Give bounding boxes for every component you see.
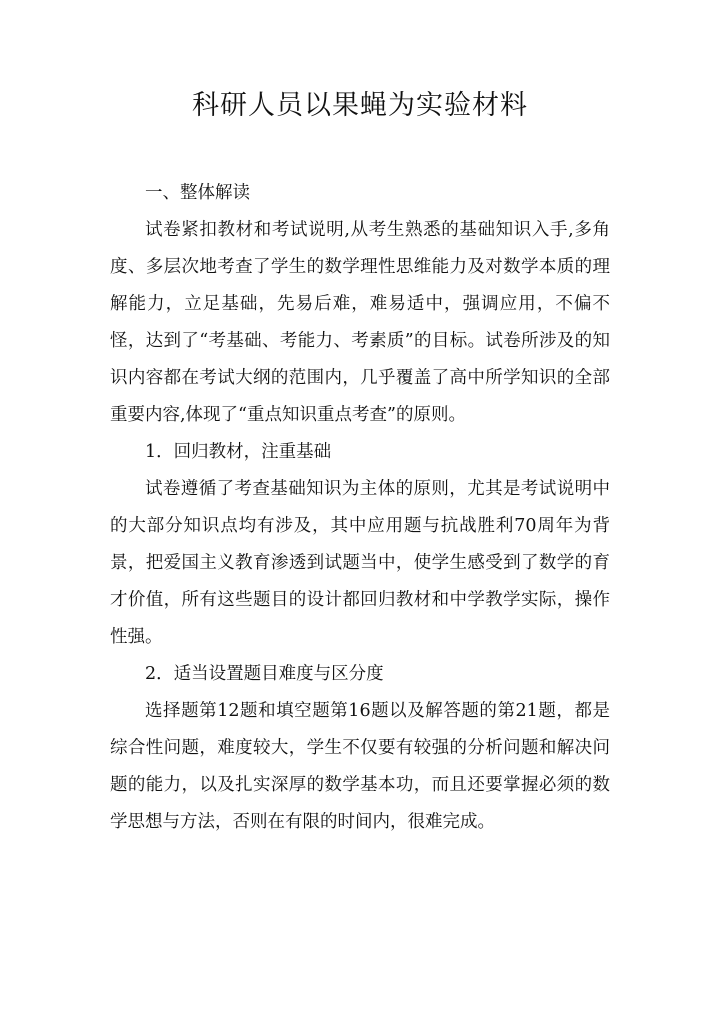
paragraph-overview: 试卷紧扣教材和考试说明,从考生熟悉的基础知识入手,多角度、多层次地考查了学生的数学理性思维能力及对数学本质的理解能力，立足基础，先易后难，难易适中，强调应用，不偏不怪，达到了“考基础、考能力、考素质”的目标。试卷所涉及的知识内容都在考试大纲的范围内，几乎覆盖了高中所学知识的全部重要内容,体现了“重点知识重点考查”的原则。 (110, 220, 610, 425)
document-body (110, 175, 610, 841)
section-heading-difficulty: 2．适当设置题目难度与区分度 (145, 664, 384, 684)
section-heading-return-to-textbook: 1．回归教材，注重基础 (145, 442, 332, 462)
document-title: 科研人员以果蝇为实验材料 (192, 90, 528, 121)
paragraph-difficulty: 选择题第12题和填空题第16题以及解答题的第21题，都是综合性问题，难度较大，学生不仅要有较强的分析问题和解决问题的能力，以及扎实深厚的数学基本功，而且还要掌握必须的数学思想与方法，否则在有限的时间内，很难完成。 (110, 701, 610, 832)
section-heading-overall: 一、整体解读 (145, 183, 250, 203)
paragraph-return-to-textbook: 试卷遵循了考查基础知识为主体的原则，尤其是考试说明中的大部分知识点均有涉及，其中应用题与抗战胜利70周年为背景，把爱国主义教育渗透到试题当中，使学生感受到了数学的育才价值，所有这些题目的设计都回归教材和中学教学实际，操作性强。 (110, 479, 610, 647)
